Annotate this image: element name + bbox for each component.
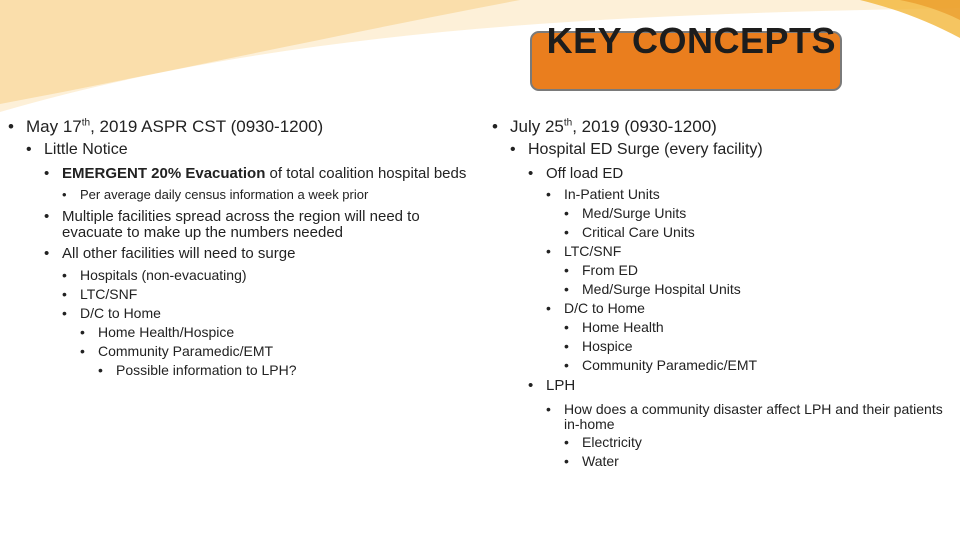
right-item-critical: • Critical Care Units — [564, 224, 952, 241]
right-item-ltc: • LTC/SNF — [546, 243, 952, 260]
left-item-ltc: • LTC/SNF — [62, 286, 478, 303]
right-heading: • July 25th, 2019 (0930-1200) — [492, 116, 952, 138]
right-item-hospice: • Hospice — [564, 338, 952, 355]
left-item-census: • Per average daily census information a week prior — [62, 187, 478, 203]
left-item-multiple: • Multiple facilities spread across the region will need to evacuate to make up the numbers needed — [44, 209, 478, 241]
right-item-medsurge: • Med/Surge Units — [564, 205, 952, 222]
left-item-surge: • All other facilities will need to surge — [44, 246, 478, 262]
right-item-home-health: • Home Health — [564, 319, 952, 336]
right-item-water: • Water — [564, 453, 952, 470]
left-item-dc: • D/C to Home — [62, 305, 478, 322]
left-item-hospitals: • Hospitals (non-evacuating) — [62, 267, 478, 284]
right-item-lph-question: • How does a community disaster affect LPH and their patients in-home — [546, 402, 952, 432]
left-item-paramedic: • Community Paramedic/EMT — [80, 343, 478, 360]
right-item-offload: • Off load ED — [528, 166, 952, 182]
right-column — [492, 116, 952, 470]
right-sub-heading: • Hospital ED Surge (every facility) — [510, 140, 952, 160]
right-item-electricity: • Electricity — [564, 434, 952, 451]
right-item-paramedic: • Community Paramedic/EMT — [564, 357, 952, 374]
right-item-dc: • D/C to Home — [546, 300, 952, 317]
right-item-lph: • LPH — [528, 378, 952, 394]
right-item-medsurge-hospital: • Med/Surge Hospital Units — [564, 281, 952, 298]
left-item-home-health: • Home Health/Hospice — [80, 324, 478, 341]
left-item-evacuation: • EMERGENT 20% Evacuation of total coalition hospital beds — [44, 166, 478, 182]
left-sub-heading: • Little Notice — [26, 140, 478, 160]
right-item-from-ed: • From ED — [564, 262, 952, 279]
right-item-inpatient: • In-Patient Units — [546, 186, 952, 203]
slide-title: KEY CONCEPTS — [546, 20, 836, 61]
left-item-lph-info: • Possible information to LPH? — [98, 362, 478, 379]
left-heading: • May 17th, 2019 ASPR CST (0930-1200) — [8, 116, 478, 138]
left-column — [8, 116, 478, 379]
